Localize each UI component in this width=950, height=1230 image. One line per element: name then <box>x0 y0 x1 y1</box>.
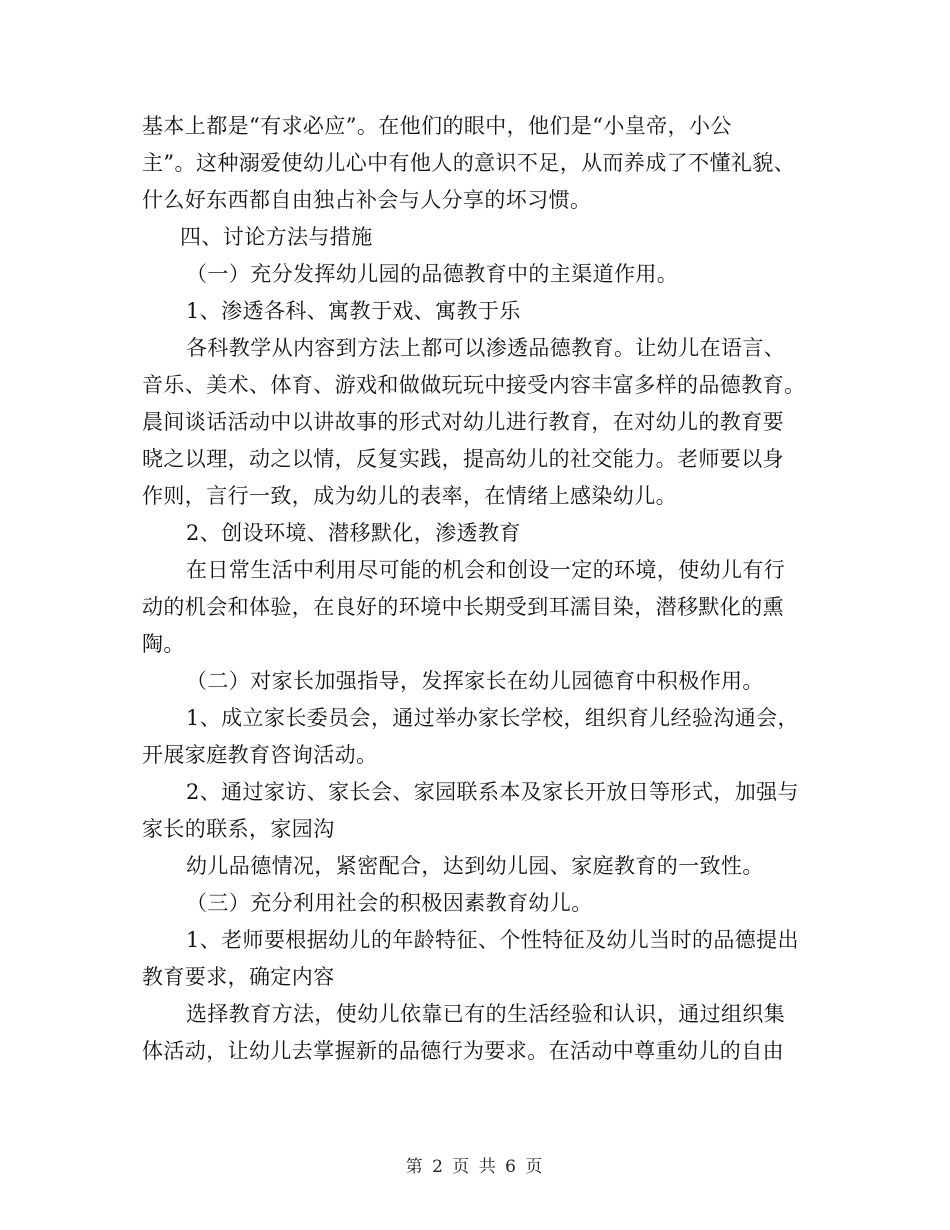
text-line: 体活动，让幼儿去掌握新的品德行为要求。在活动中尊重幼儿的自由 <box>142 1039 784 1063</box>
item-heading: 2、创设环境、潜移默化，渗透教育 <box>186 521 521 545</box>
text-line: 基本上都是“有求必应”。在他们的眼中，他们是“小皇帝，小公 <box>142 114 732 138</box>
text-line: 晨间谈话活动中以讲故事的形式对幼儿进行教育，在对幼儿的教育要 <box>142 410 784 434</box>
section-heading: 四、讨论方法与措施 <box>180 225 373 249</box>
subsection-heading: （三）充分利用社会的积极因素教育幼儿。 <box>186 891 593 915</box>
text-line: 教育要求，确定内容 <box>142 965 335 989</box>
text-line: 1、老师要根据幼儿的年龄特征、个性特征及幼儿当时的品德提出 <box>186 928 799 952</box>
text-line: 什么好东西都自由独占补会与人分享的坏习惯。 <box>142 188 592 212</box>
text-line: 音乐、美术、体育、游戏和做做玩玩中接受内容丰富多样的品德教育。 <box>142 373 806 397</box>
text-line: 1、成立家长委员会，通过举办家长学校，组织育儿经验沟通会， <box>186 706 799 730</box>
page-footer: 第 2 页 共 6 页 <box>405 1157 545 1177</box>
text-line: 家长的联系，家园沟 <box>142 817 335 841</box>
text-line: 选择教育方法，使幼儿依靠已有的生活经验和认识，通过组织集 <box>186 1002 786 1026</box>
text-line: 开展家庭教育咨询活动。 <box>142 743 378 767</box>
document-body <box>142 108 812 1070</box>
text-line: 各科教学从内容到方法上都可以渗透品德教育。让幼儿在语言、 <box>186 336 786 360</box>
subsection-heading: （一）充分发挥幼儿园的品德教育中的主渠道作用。 <box>186 262 679 286</box>
text-line: 主”。这种溺爱使幼儿心中有他人的意识不足，从而养成了不懂礼貌、 <box>142 151 796 175</box>
text-line: 晓之以理，动之以情，反复实践，提高幼儿的社交能力。老师要以身 <box>142 447 784 471</box>
subsection-heading: （二）对家长加强指导，发挥家长在幼儿园德育中积极作用。 <box>186 669 764 693</box>
text-line: 在日常生活中利用尽可能的机会和创设一定的环境，使幼儿有行 <box>186 558 786 582</box>
text-line: 陶。 <box>142 632 185 656</box>
text-line: 作则，言行一致，成为幼儿的表率，在情绪上感染幼儿。 <box>142 484 677 508</box>
item-heading: 1、渗透各科、寓教于戏、寓教于乐 <box>186 299 521 323</box>
text-line: 幼儿品德情况，紧密配合，达到幼儿园、家庭教育的一致性。 <box>186 854 764 878</box>
text-line: 动的机会和体验，在良好的环境中长期受到耳濡目染，潜移默化的熏 <box>142 595 784 619</box>
text-line: 2、通过家访、家长会、家园联系本及家长开放日等形式，加强与 <box>186 780 799 804</box>
